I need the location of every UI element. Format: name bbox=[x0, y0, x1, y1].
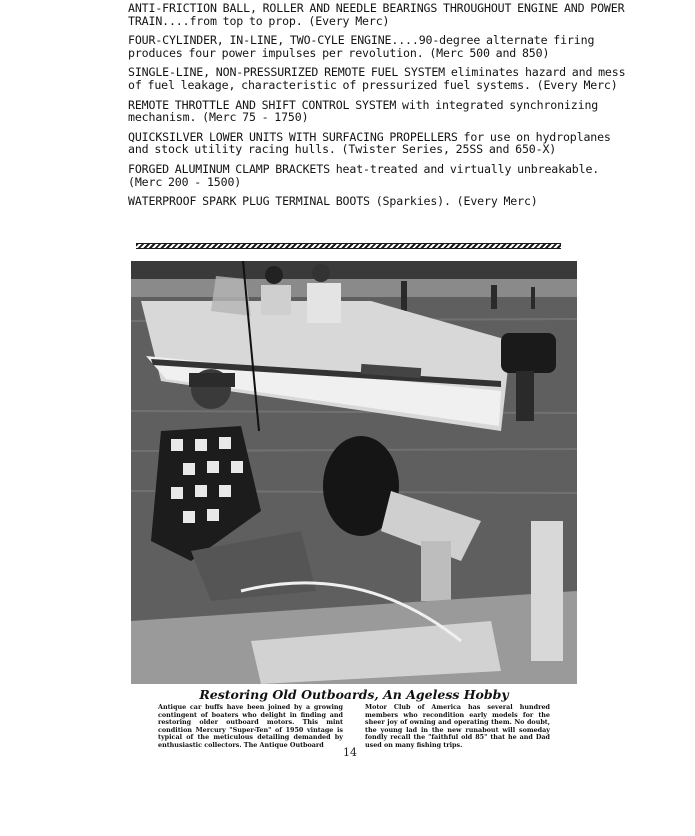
decorative-divider bbox=[136, 243, 561, 249]
photo-father-son-boat bbox=[131, 261, 577, 684]
feature-item: FORGED ALUMINUM CLAMP BRACKETS heat-treated and virtually unbreakable. (Merc 200 - 1500) bbox=[128, 161, 600, 189]
feature-item: ANTI-FRICTION BALL, ROLLER AND NEEDLE BEARINGS THROUGHOUT ENGINE AND POWER TRAIN....from top to prop. (Every Merc) bbox=[128, 1, 625, 28]
photo-caption-left-column: Antique car buffs have been joined by a growing contingent of boaters who delight in finding and restoring older outboard motors. This mint condition Mercury "Super-Ten" of 1950 vintage is typical of the meticulous detailing demanded by enthusiastic collectors. The Antique Outboard bbox=[158, 703, 343, 749]
feature-list bbox=[128, 2, 628, 215]
feature-item: FOUR-CYLINDER, IN-LINE, TWO-CYLE ENGINE....90-degree alternate firing produces four power impulses per revolution. (Merc 500 and 850) bbox=[128, 33, 595, 60]
feature-item: QUICKSILVER LOWER UNITS WITH SURFACING PROPELLERS for use on hydroplanes and stock utility racing hulls. (Twister Series, 25SS and 650-X) bbox=[128, 129, 611, 157]
page-number: 14 bbox=[343, 746, 357, 759]
feature-item: WATERPROOF SPARK PLUG TERMINAL BOOTS (Sparkies). (Every Merc) bbox=[128, 194, 538, 209]
feature-item: REMOTE THROTTLE AND SHIFT CONTROL SYSTEM with integrated synchronizing mechanism. (Merc 75 - 1750) bbox=[128, 97, 599, 125]
feature-item: SINGLE-LINE, NON-PRESSURIZED REMOTE FUEL SYSTEM eliminates hazard and mess of fuel leakage, characteristic of pressurized fuel systems. (Every Merc) bbox=[128, 65, 626, 92]
photo-caption-title: Restoring Old Outboards, An Ageless Hobby bbox=[199, 687, 509, 702]
photo-caption-right-column: Motor Club of America has several hundred members who recondition early models for the sheer joy of owning and operating them. No doubt, the young lad in the new runabout will someday fondly recall the "faithful old 85" that he and Dad used on many fishing trips. bbox=[365, 703, 550, 749]
boat-scene-illustration bbox=[131, 261, 577, 684]
